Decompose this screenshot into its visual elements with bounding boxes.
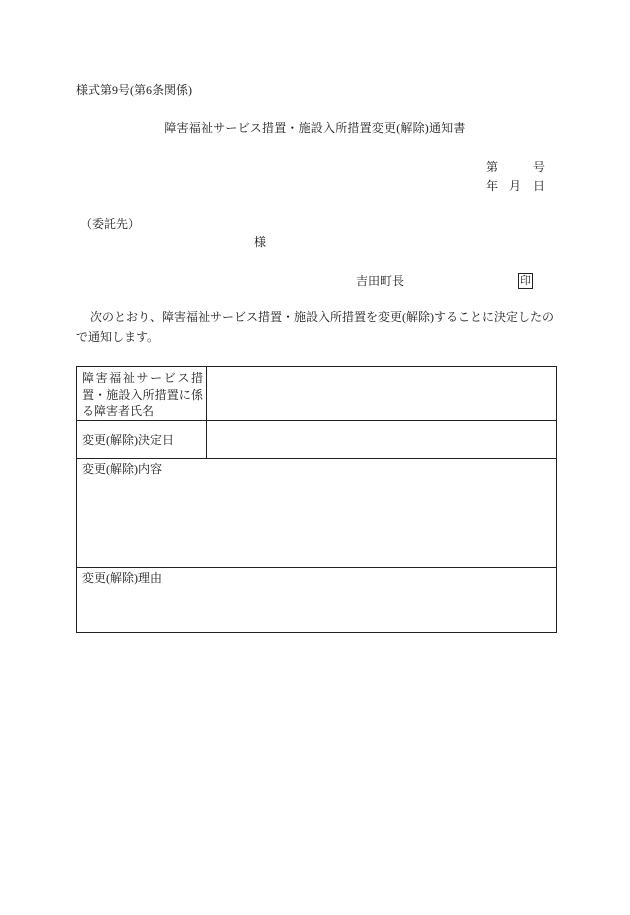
change-reason-cell [77, 568, 556, 632]
recipient-name-label-cell [77, 367, 207, 421]
recipient-name-label-line: 障害福祉サービス措 [82, 371, 203, 385]
recipient-name-value-cell [207, 367, 556, 421]
body-text-line: 次のとおり、障害福祉サービス措置・施設入所措置を変更(解除)することに決定したの [90, 310, 554, 324]
recipient-name-label-line: 置・施設入所措置に係 [82, 387, 203, 402]
date-day-label: 日 [533, 179, 546, 193]
seal-mark: 印 [520, 275, 531, 287]
change-reason-label: 変更(解除)理由 [82, 571, 162, 585]
form-number: 様式第9号(第6条関係) [76, 83, 192, 97]
recipient-name-label-line: る障害者氏名 [82, 404, 155, 418]
change-content-cell [77, 459, 556, 568]
recipient-honorific: 様 [254, 235, 267, 249]
reference-number-suffix: 号 [533, 160, 546, 174]
reference-number-prefix: 第 [486, 160, 499, 174]
date-year-label: 年 [486, 179, 499, 193]
decision-date-label-cell [77, 421, 207, 459]
date-month-label: 月 [509, 179, 522, 193]
document-title: 障害福祉サービス措置・施設入所措置変更(解除)通知書 [164, 121, 466, 135]
recipient-label: （委託先） [80, 217, 141, 231]
change-content-label: 変更(解除)内容 [82, 462, 162, 476]
body-text-line: で通知します。 [76, 330, 160, 344]
decision-date-label: 変更(解除)決定日 [82, 432, 174, 447]
issuer-name: 吉田町長 [356, 274, 405, 288]
decision-date-value-cell [207, 421, 556, 459]
notice-table [76, 366, 557, 633]
